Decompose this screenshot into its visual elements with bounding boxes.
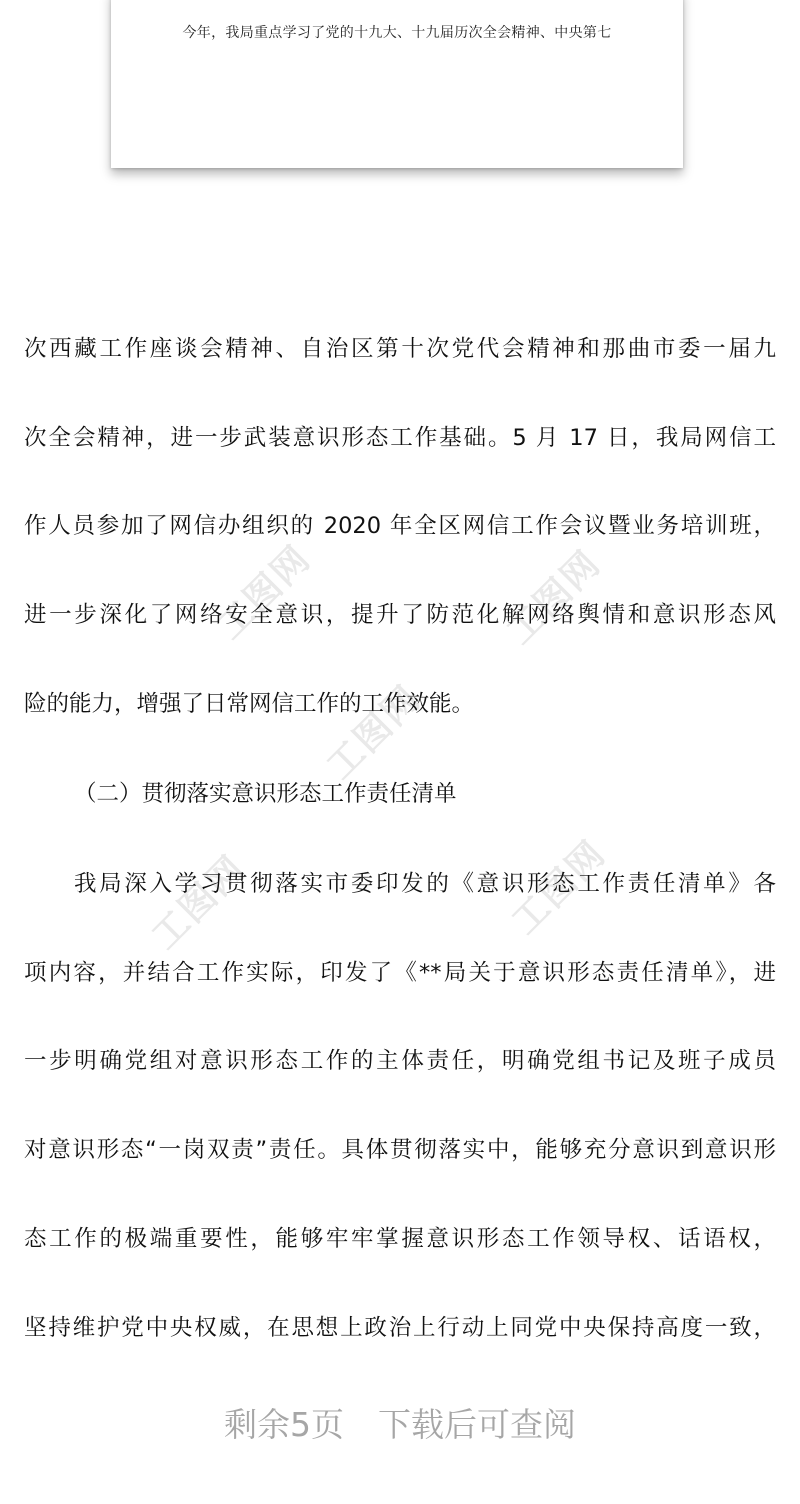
paragraph-line: 进一步深化了网络安全意识，提升了防范化解网络舆情和意识形态风 [24, 602, 776, 628]
watermark-text: 工图网 [504, 832, 614, 943]
paragraph-line: 态工作的极端重要性，能够牢牢掌握意识形态工作领导权、话语权， [24, 1226, 776, 1252]
preview-text-line: 今年，我局重点学习了党的十九大、十九届历次全会精神、中央第七 [182, 25, 612, 41]
paragraph-line: 次全会精神，进一步武装意识形态工作基础。5 月 17 日，我局网信工 [24, 425, 776, 451]
watermark-text: 工图网 [319, 677, 429, 788]
paragraph-line: 坚持维护党中央权威，在思想上政治上行动上同党中央保持高度一致， [24, 1315, 776, 1341]
download-prompt[interactable] [0, 1403, 800, 1447]
paragraph-line: 项内容，并结合工作实际，印发了《**局关于意识形态责任清单》，进 [24, 960, 776, 986]
paragraph-line: 作人员参加了网信办组织的 2020 年全区网信工作会议暨业务培训班， [24, 513, 776, 539]
section-heading: （二）贯彻落实意识形态工作责任清单 [74, 781, 457, 807]
previous-page-card [111, 0, 683, 168]
paragraph-line: 险的能力，增强了日常网信工作的工作效能。 [24, 691, 475, 717]
watermark-text: 工图网 [144, 847, 254, 958]
paragraph-line: 次西藏工作座谈会精神、自治区第十次党代会精神和那曲市委一届九 [24, 336, 776, 362]
watermark-text: 工图网 [209, 537, 319, 648]
watermark-text: 工图网 [499, 542, 609, 653]
remaining-pages-label: 剩余5页 [224, 1405, 344, 1444]
paragraph-line: 对意识形态“一岗双责”责任。具体贯彻落实中，能够充分意识到意识形 [24, 1137, 776, 1163]
paragraph-line: 一步明确党组对意识形态工作的主体责任，明确党组书记及班子成员 [24, 1048, 776, 1074]
download-to-view-label[interactable]: 下载后可查阅 [378, 1405, 576, 1444]
paragraph-line: 我局深入学习贯彻落实市委印发的《意识形态工作责任清单》各 [74, 871, 776, 897]
